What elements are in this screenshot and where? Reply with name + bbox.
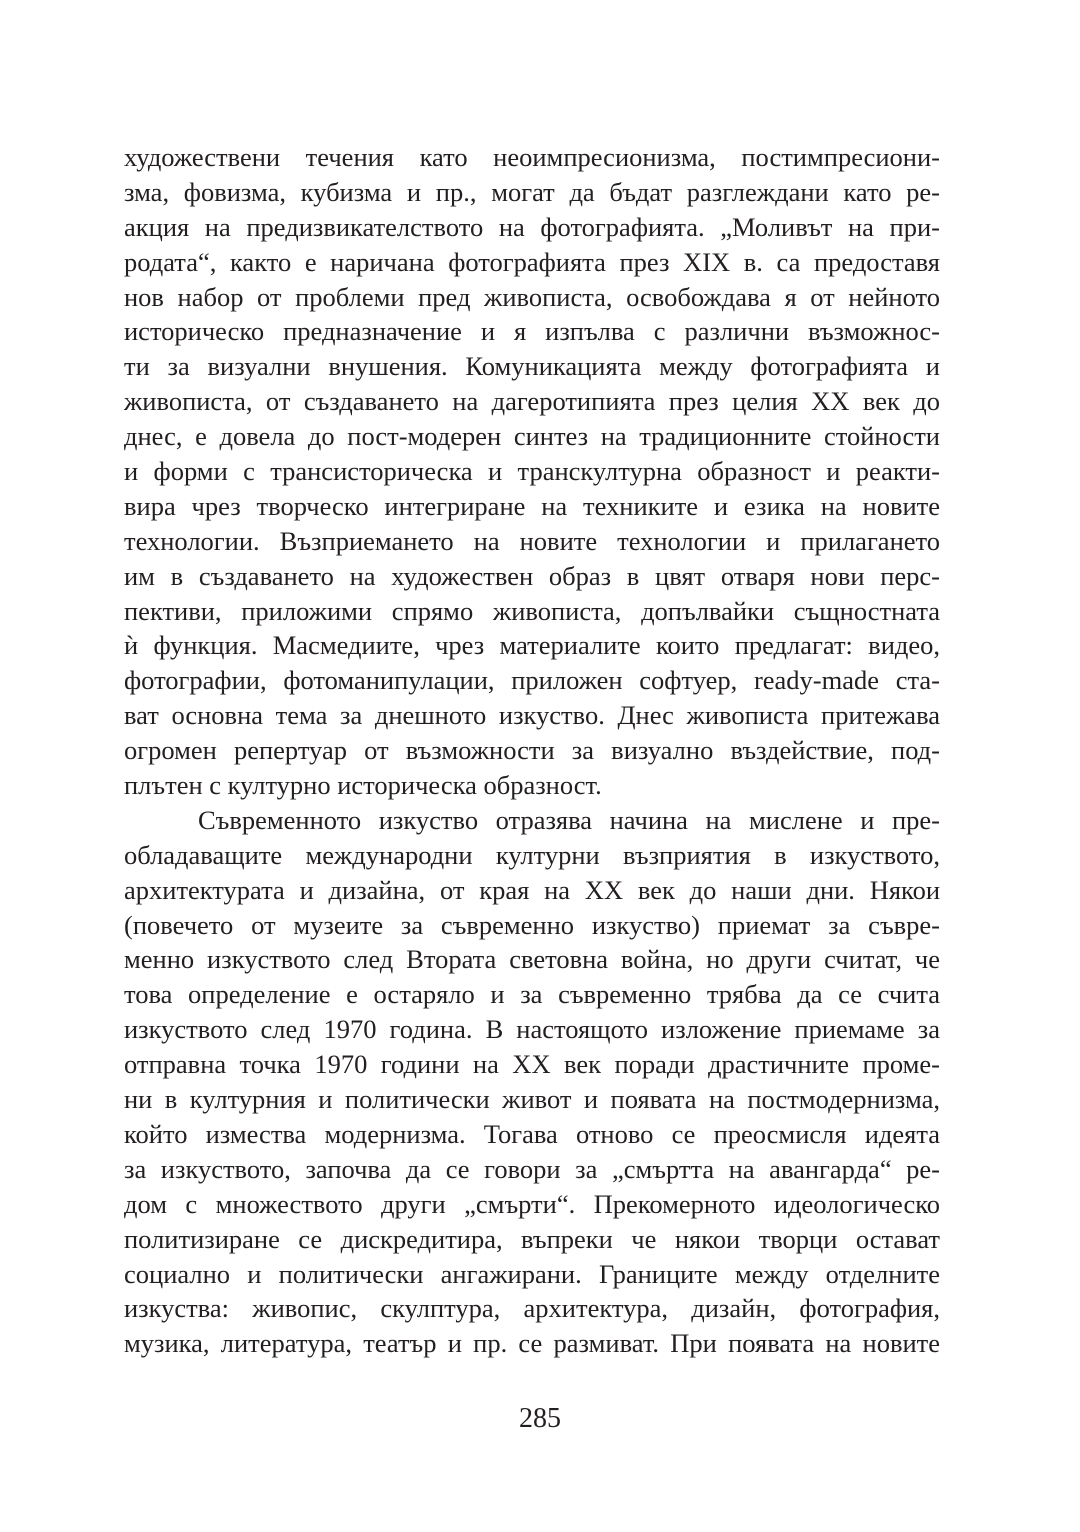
text-line: им в създаването на художествен образ в цвят отваря нови перс- (124, 560, 940, 591)
text-line: социално и политически ангажирани. Границите между отделните (124, 1258, 940, 1289)
text-line: архитектурата и дизайна, от края на XX век до наши дни. Някои (124, 874, 940, 905)
text-line: изкуства: живопис, скулптура, архитектура, дизайн, фотография, (124, 1293, 940, 1324)
text-line: изкуството след 1970 година. В настоящото изложение приемаме за (124, 1014, 940, 1045)
text-line: плътен с културно историческа образност. (124, 770, 602, 801)
text-line: ни в културния и политически живот и появата на постмодернизма, (124, 1084, 940, 1115)
text-line: фотографии, фотоманипулации, приложен софтуер, ready-made ста- (124, 665, 940, 696)
text-line: зма, фовизма, кубизма и пр., могат да бъдат разглеждани като ре- (124, 176, 940, 207)
paragraph-1 (124, 140, 940, 803)
text-line: днес, е довела до пост-модерен синтез на традиционните стойности (124, 421, 940, 452)
text-line: акция на предизвикателството на фотографията. „Моливът на при- (124, 211, 940, 242)
text-line: отправна точка 1970 години на XX век поради драстичните проме- (124, 1049, 940, 1080)
text-line: ѝ функция. Масмедиите, чрез материалите които предлагат: видео, (124, 630, 940, 661)
text-line: менно изкуството след Втората световна война, но други считат, че (124, 944, 940, 975)
text-line: художествени течения като неоимпресионизма, постимпресиони- (124, 142, 940, 172)
text-line: за изкуството, започва да се говори за „смъртта на авангарда“ ре- (124, 1153, 940, 1184)
text-line: огромен репертуар от възможности за визуално въздействие, под- (124, 735, 940, 766)
text-line: (повечето от музеите за съвременно изкуство) приемат за съвре- (124, 909, 940, 940)
text-line: който измества модернизма. Тогава отново се преосмисля идеята (124, 1118, 940, 1149)
page-number: 285 (519, 1403, 561, 1434)
text-line: родата“, както е наричана фотографията през XIX в. са предоставя (124, 246, 940, 277)
text-line: историческо предназначение и я изпълва с различни възможнос- (124, 316, 940, 347)
paragraph-2 (124, 803, 940, 1361)
text-line: ти за визуални внушения. Комуникацията между фотографията и (124, 351, 940, 382)
text-line: политизиране се дискредитира, въпреки че някои творци остават (124, 1223, 940, 1254)
text-line: и форми с трансисторическа и транскултурна образност и реакти- (124, 456, 940, 487)
page-body (124, 140, 940, 1361)
text-line: дом с множеството други „смърти“. Прекомерното идеологическо (124, 1188, 940, 1219)
text-line: живописта, от създаването на дагеротипията през целия XX век до (124, 386, 940, 417)
text-line: обладаващите международни културни възприятия в изкуството, (124, 839, 940, 870)
text-line: технологии. Възприемането на новите технологии и прилагането (124, 525, 940, 556)
text-line: нов набор от проблеми пред живописта, освобождава я от нейното (124, 281, 940, 312)
text-line: Съвременното изкуство отразява начина на мислене и пре- (198, 804, 940, 835)
text-line: музика, литература, театър и пр. се размиват. При появата на новите (124, 1328, 940, 1359)
text-line: това определение е остаряло и за съвременно трябва да се счита (124, 979, 940, 1010)
text-line: пективи, приложими спрямо живописта, допълвайки същностната (124, 595, 940, 626)
text-line: вира чрез творческо интегриране на техниките и езика на новите (124, 490, 940, 521)
text-line: ват основна тема за днешното изкуство. Днес живописта притежава (124, 700, 940, 731)
